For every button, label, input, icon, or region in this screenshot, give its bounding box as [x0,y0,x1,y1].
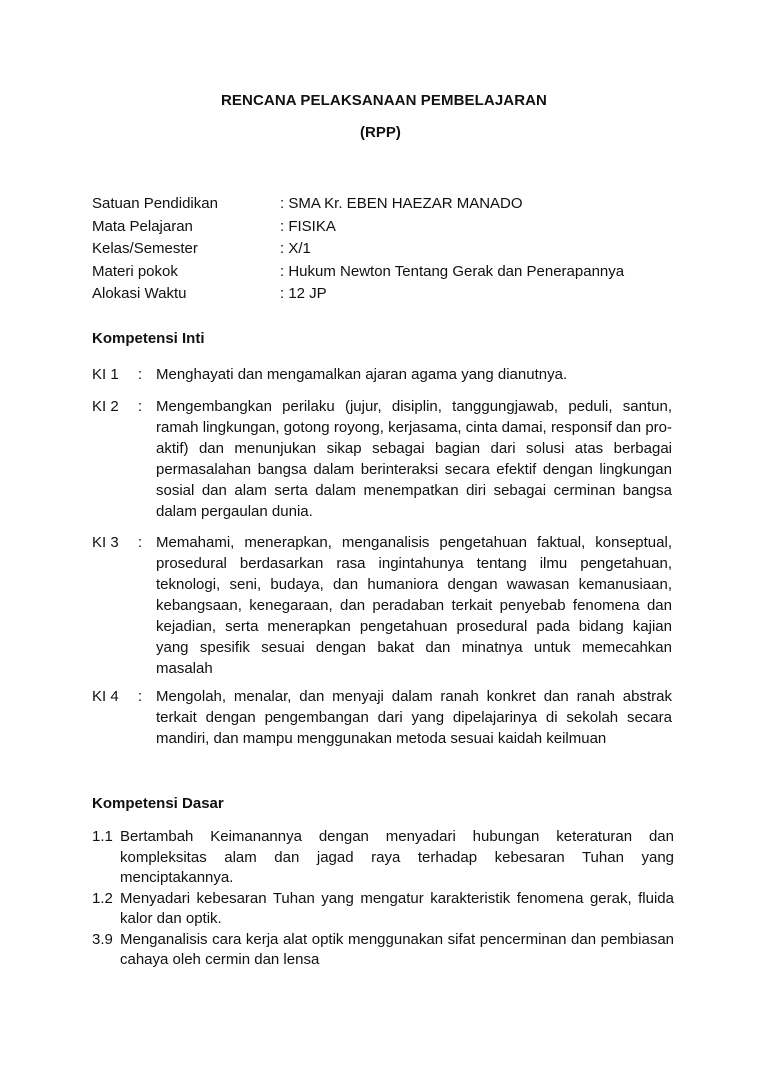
ki-item [92,396,672,522]
ki-colon: : [138,534,143,551]
kd-number: 1.1 [92,828,113,845]
info-row [92,216,624,239]
ki-colon: : [138,688,143,705]
kd-text: Menganalisis cara kerja alat optik menggunakan sifat pencerminan dan pembiasan cahaya oleh cermin dan lensa [120,930,674,968]
kd-item [92,930,674,971]
kd-heading: Kompetensi Dasar [92,795,224,812]
info-value: : SMA Kr. EBEN HAEZAR MANADO [280,195,523,212]
info-label: Materi pokok [92,262,178,280]
ki-item [92,686,672,749]
info-label: Mata Pelajaran [92,217,193,235]
kd-text: Bertambah Keimanannya dengan menyadari hubungan keteraturan dan kompleksitas alam dan jagad raya terhadap kebesaran Tuhan yang menciptakannya. [120,828,674,886]
info-row [92,238,624,261]
ki-text: Mengolah, menalar, dan menyaji dalam ranah konkret dan ranah abstrak terkait dengan pengembangan dari yang dipelajarinya di sekolah secara mandiri, dan mampu menggunakan metoda sesuai kaidah keilmuan [156,688,672,747]
kd-item [92,889,674,930]
info-row [92,193,624,216]
ki-number: KI 4 [92,688,119,705]
info-label: Satuan Pendidikan [92,195,218,212]
info-value: : X/1 [280,240,311,257]
kd-list [92,827,674,971]
info-row [92,283,624,306]
info-value: : 12 JP [280,285,327,302]
kd-number: 1.2 [92,889,113,907]
document-subtitle: (RPP) [360,124,401,141]
ki-number: KI 3 [92,534,119,551]
ki-colon: : [138,398,143,415]
ki-item [92,364,672,385]
info-label: Kelas/Semester [92,240,198,257]
ki-colon: : [138,366,143,383]
ki-text: Mengembangkan perilaku (jujur, disiplin, tanggungjawab, peduli, santun, ramah lingkungan, gotong royong, kerjasama, cinta damai, responsif dan pro-aktif) dan menunjukan sikap sebagai bagian dari solusi atas berbagai permasalahan bangsa dalam berinteraksi secara efektif dengan lingkungan sosial dan alam serta dalam menempatkan diri sebagai cerminan bangsa dalam pergaulan dunia. [156,398,672,520]
ki-item [92,532,672,679]
document-title: RENCANA PELAKSANAAN PEMBELAJARAN [221,92,547,109]
ki-heading: Kompetensi Inti [92,330,205,347]
info-label: Alokasi Waktu [92,285,187,302]
ki-text: Memahami, menerapkan, menganalisis pengetahuan faktual, konseptual, prosedural berdasarkan rasa ingintahunya tentang ilmu pengetahuan, teknologi, seni, budaya, dan humaniora dengan wawasan kemanusiaan, kebangsaan, kenegaraan, dan peradaban terkait penyebab fenomena dan kejadian, serta menerapkan pengetahuan prosedural pada bidang kajian yang spesifik sesuai dengan bakat dan minatnya untuk memecahkan masalah [156,534,672,677]
info-value: : FISIKA [280,217,336,235]
kd-item [92,827,674,889]
info-value: : Hukum Newton Tentang Gerak dan Penerapannya [280,262,625,280]
kd-number: 3.9 [92,930,113,948]
ki-text: Menghayati dan mengamalkan ajaran agama yang dianutnya. [156,366,568,383]
info-row [92,261,624,284]
identity-block [92,193,624,306]
ki-number: KI 1 [92,366,119,383]
ki-number: KI 2 [92,398,119,415]
kd-text: Menyadari kebesaran Tuhan yang mengatur karakteristik fenomena gerak, fluida kalor dan optik. [120,889,674,927]
